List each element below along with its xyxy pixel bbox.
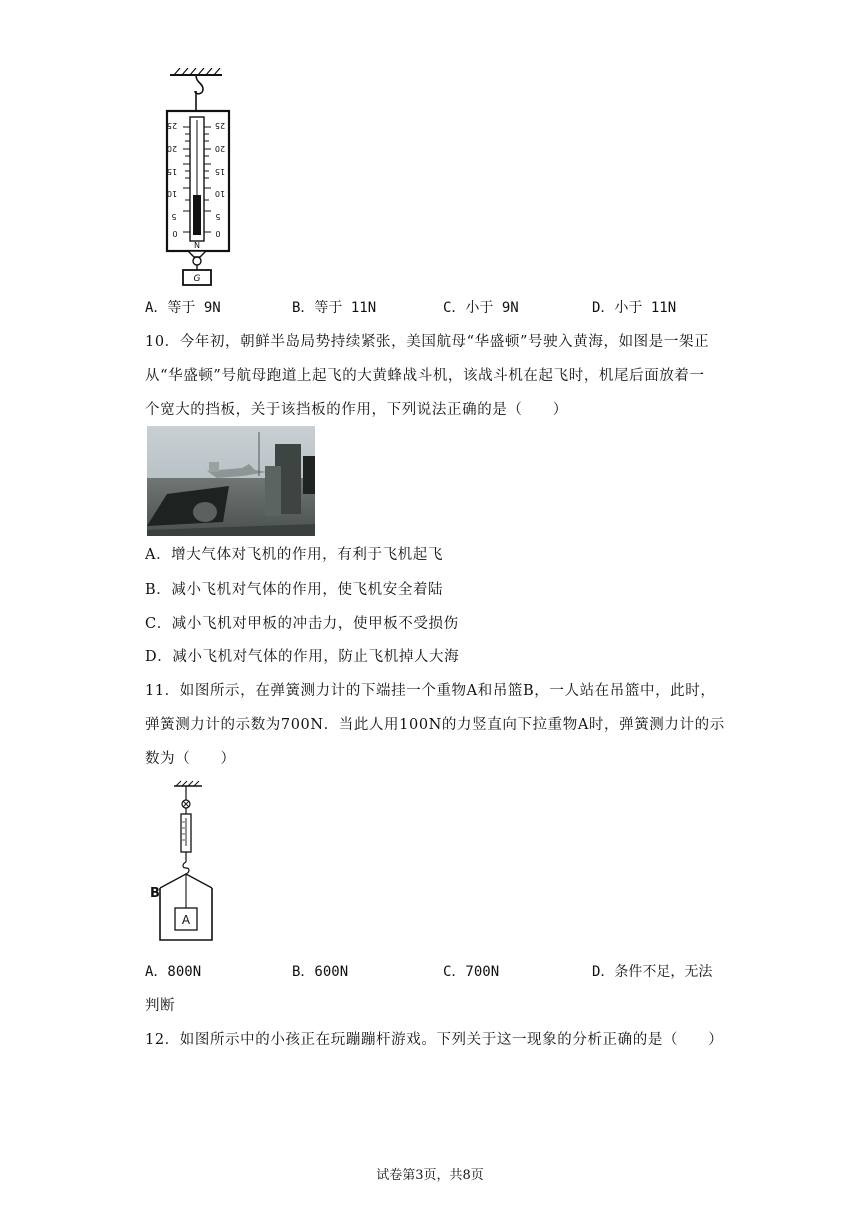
scale-label-25-right: 25 <box>214 121 226 130</box>
unit-label: N <box>194 241 200 250</box>
spring-scale-basket-figure <box>148 780 218 945</box>
aircraft-carrier-photo <box>147 426 315 536</box>
q10-text-line-3: 个宽大的挡板，关于该挡板的作用，下列说法正确的是（ ） <box>145 402 568 418</box>
q9-option-a: A．等于 9N <box>145 300 221 316</box>
q9-option-b: B．等于 11N <box>292 300 377 316</box>
q10-option-d: D．减小飞机对气体的作用，防止飞机掉人大海 <box>145 649 460 665</box>
scale-label-25-left: 25 <box>166 121 178 130</box>
q9-option-d: D．小于 11N <box>592 300 677 316</box>
weight-label: G <box>193 274 201 284</box>
q10-text-line-1: 10．今年初，朝鲜半岛局势持续紧张，美国航母“华盛顿”号驶入黄海，如图是一架正 <box>145 334 710 350</box>
scale-label-15-right: 15 <box>214 167 226 176</box>
q11-option-d: D．条件不足，无法 <box>592 964 713 980</box>
q11-option-d-continuation: 判断 <box>145 998 176 1014</box>
scale-label-0-right: 0 <box>215 230 221 239</box>
q11-text-line-3: 数为（ ） <box>145 751 236 767</box>
spring-scale-figure <box>160 65 240 290</box>
q10-text-line-2: 从“华盛顿”号航母跑道上起飞的大黄蜂战斗机，该战斗机在起飞时，机尾后面放着一 <box>145 368 705 384</box>
scale-label-10-right: 10 <box>214 189 226 198</box>
scale-label-0-left: 0 <box>172 230 178 239</box>
q11-option-b: B．600N <box>292 964 349 980</box>
q10-option-b: B．减小飞机对气体的作用，使飞机安全着陆 <box>145 582 444 598</box>
q11-text-line-2: 弹簧测力计的示数为700N．当此人用100N的力竖直向下拉重物A时，弹簧测力计的示 <box>145 717 725 733</box>
scale-label-15-left: 15 <box>166 167 178 176</box>
page-footer: 试卷第3页，共8页 <box>376 1168 484 1183</box>
scale-label-20-right: 20 <box>214 144 226 153</box>
q10-option-c: C．减小飞机对甲板的冲击力，使甲板不受损伤 <box>145 616 459 632</box>
scale-label-5-left: 5 <box>171 212 177 221</box>
q11-text-line-1: 11．如图所示，在弹簧测力计的下端挂一个重物A和吊篮B，一人站在吊篮中，此时， <box>145 683 716 699</box>
scale-label-5-right: 5 <box>215 212 221 221</box>
q11-option-c: C．700N <box>443 964 500 980</box>
basket-b-label: B <box>150 886 160 901</box>
weight-a-label: A <box>181 913 191 927</box>
scale-label-10-left: 10 <box>166 189 178 198</box>
q10-option-a: A．增大气体对飞机的作用，有利于飞机起飞 <box>145 547 443 563</box>
scale-label-20-left: 20 <box>166 144 178 153</box>
q11-option-a: A．800N <box>145 964 202 980</box>
q9-option-c: C．小于 9N <box>443 300 519 316</box>
q12-text: 12．如图所示中的小孩正在玩蹦蹦杆游戏。下列关于这一现象的分析正确的是（ ） <box>145 1032 724 1048</box>
